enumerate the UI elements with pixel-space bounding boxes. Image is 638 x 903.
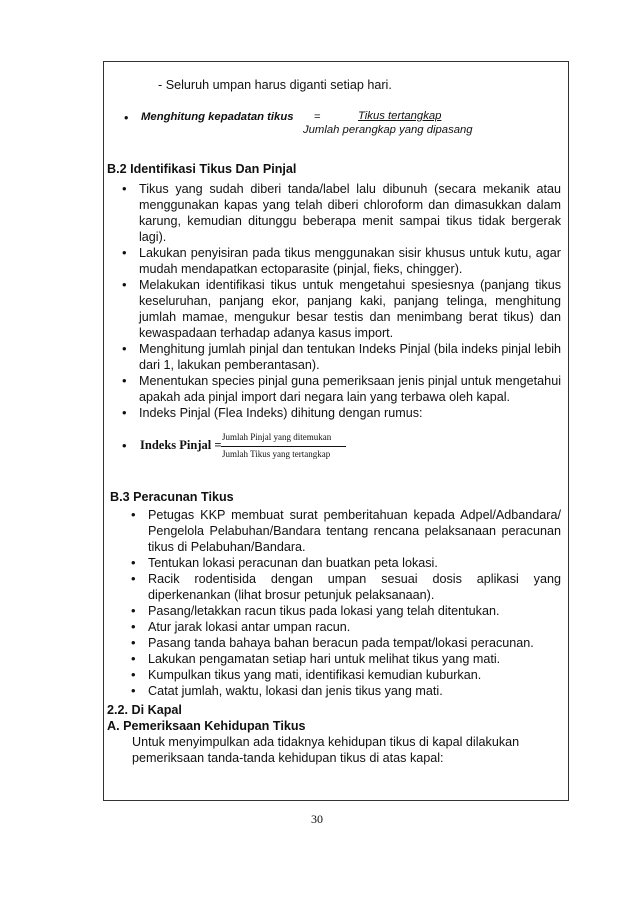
list-item: • Lakukan pengamatan setiap hari untuk melihat tikus yang mati. (148, 651, 561, 667)
formula-numerator: Jumlah Pinjal yang ditemukan (222, 432, 332, 442)
density-denominator: Jumlah perangkap yang dipasang (303, 124, 473, 136)
list-item: • Indeks Pinjal (Flea Indeks) dihitung dengan rumus: (139, 405, 561, 421)
density-numerator: Tikus tertangkap (358, 110, 442, 122)
list-item: • Lakukan penyisiran pada tikus menggunakan sisir khusus untuk kutu, agar mudah mendapatkan ectoparasite (pinjal, fieks, chingger). (139, 245, 561, 277)
formula-denominator: Jumlah Tikus yang tertangkap (222, 449, 331, 459)
list-item: • Petugas KKP membuat surat pemberitahuan kepada Adpel/Adbandara/ Pengelola Pelabuhan/Bandara tentang rencana pelaksanaan peracunan tikus di Pelabuhan/Bandara. (148, 507, 561, 555)
dash-item: - Seluruh umpan harus diganti setiap hari. (158, 78, 392, 92)
density-label: Menghitung kepadatan tikus (141, 111, 294, 123)
bullet-icon: • (122, 438, 127, 453)
formula-label: Indeks Pinjal = (140, 438, 222, 452)
list-item: • Melakukan identifikasi tikus untuk mengetahui spesiesnya (panjang tikus keseluruhan, panjang ekor, panjang kaki, panjang telinga, menghitung jumlah mamae, mengukur besar testis dan menimbang berat tikus) dan kewaspadaan terhadap adanya kasus import. (139, 277, 561, 341)
b3-heading: B.3 Peracunan Tikus (110, 490, 234, 504)
list-item: • Atur jarak lokasi antar umpan racun. (148, 619, 561, 635)
b2-heading: B.2 Identifikasi Tikus Dan Pinjal (107, 162, 297, 176)
list-item: • Menghitung jumlah pinjal dan tentukan Indeks Pinjal (bila indeks pinjal lebih dari 1, lakukan pemberantasan). (139, 341, 561, 373)
b3-list (148, 507, 561, 699)
paragraph-line: Untuk menyimpulkan ada tidaknya kehidupan tikus di kapal dilakukan (132, 735, 520, 749)
list-item: • Tentukan lokasi peracunan dan buatkan peta lokasi. (148, 555, 561, 571)
page-number: 30 (311, 812, 323, 826)
fraction-bar (221, 446, 346, 447)
list-item: • Tikus yang sudah diberi tanda/label lalu dibunuh (secara mekanik atau menggunakan kapas yang telah diberi chloroform dan dimasukkan dalam karung, kemudian ditunggu beberapa menit sampai tikus tidak bergerak lagi). (139, 181, 561, 245)
list-item: • Menentukan species pinjal guna pemeriksaan jenis pinjal untuk mengetahui apakah ada pinjal import dari negara lain yang terbawa oleh kapal. (139, 373, 561, 405)
sub-heading: A. Pemeriksaan Kehidupan Tikus (107, 719, 306, 733)
list-item: • Pasang tanda bahaya bahan beracun pada tempat/lokasi peracunan. (148, 635, 561, 651)
paragraph-line: pemeriksaan tanda-tanda kehidupan tikus di atas kapal: (132, 751, 444, 765)
equals-sign: = (314, 111, 321, 123)
list-item: • Pasang/letakkan racun tikus pada lokasi yang telah ditentukan. (148, 603, 561, 619)
section-heading: 2.2. Di Kapal (107, 703, 182, 717)
b2-list (139, 181, 561, 421)
bullet-icon: • (124, 111, 129, 125)
list-item: • Kumpulkan tikus yang mati, identifikasi kemudian kuburkan. (148, 667, 561, 683)
list-item: • Catat jumlah, waktu, lokasi dan jenis tikus yang mati. (148, 683, 561, 699)
list-item: • Racik rodentisida dengan umpan sesuai dosis aplikasi yang diperkenankan (lihat brosur petunjuk pelaksanaan). (148, 571, 561, 603)
